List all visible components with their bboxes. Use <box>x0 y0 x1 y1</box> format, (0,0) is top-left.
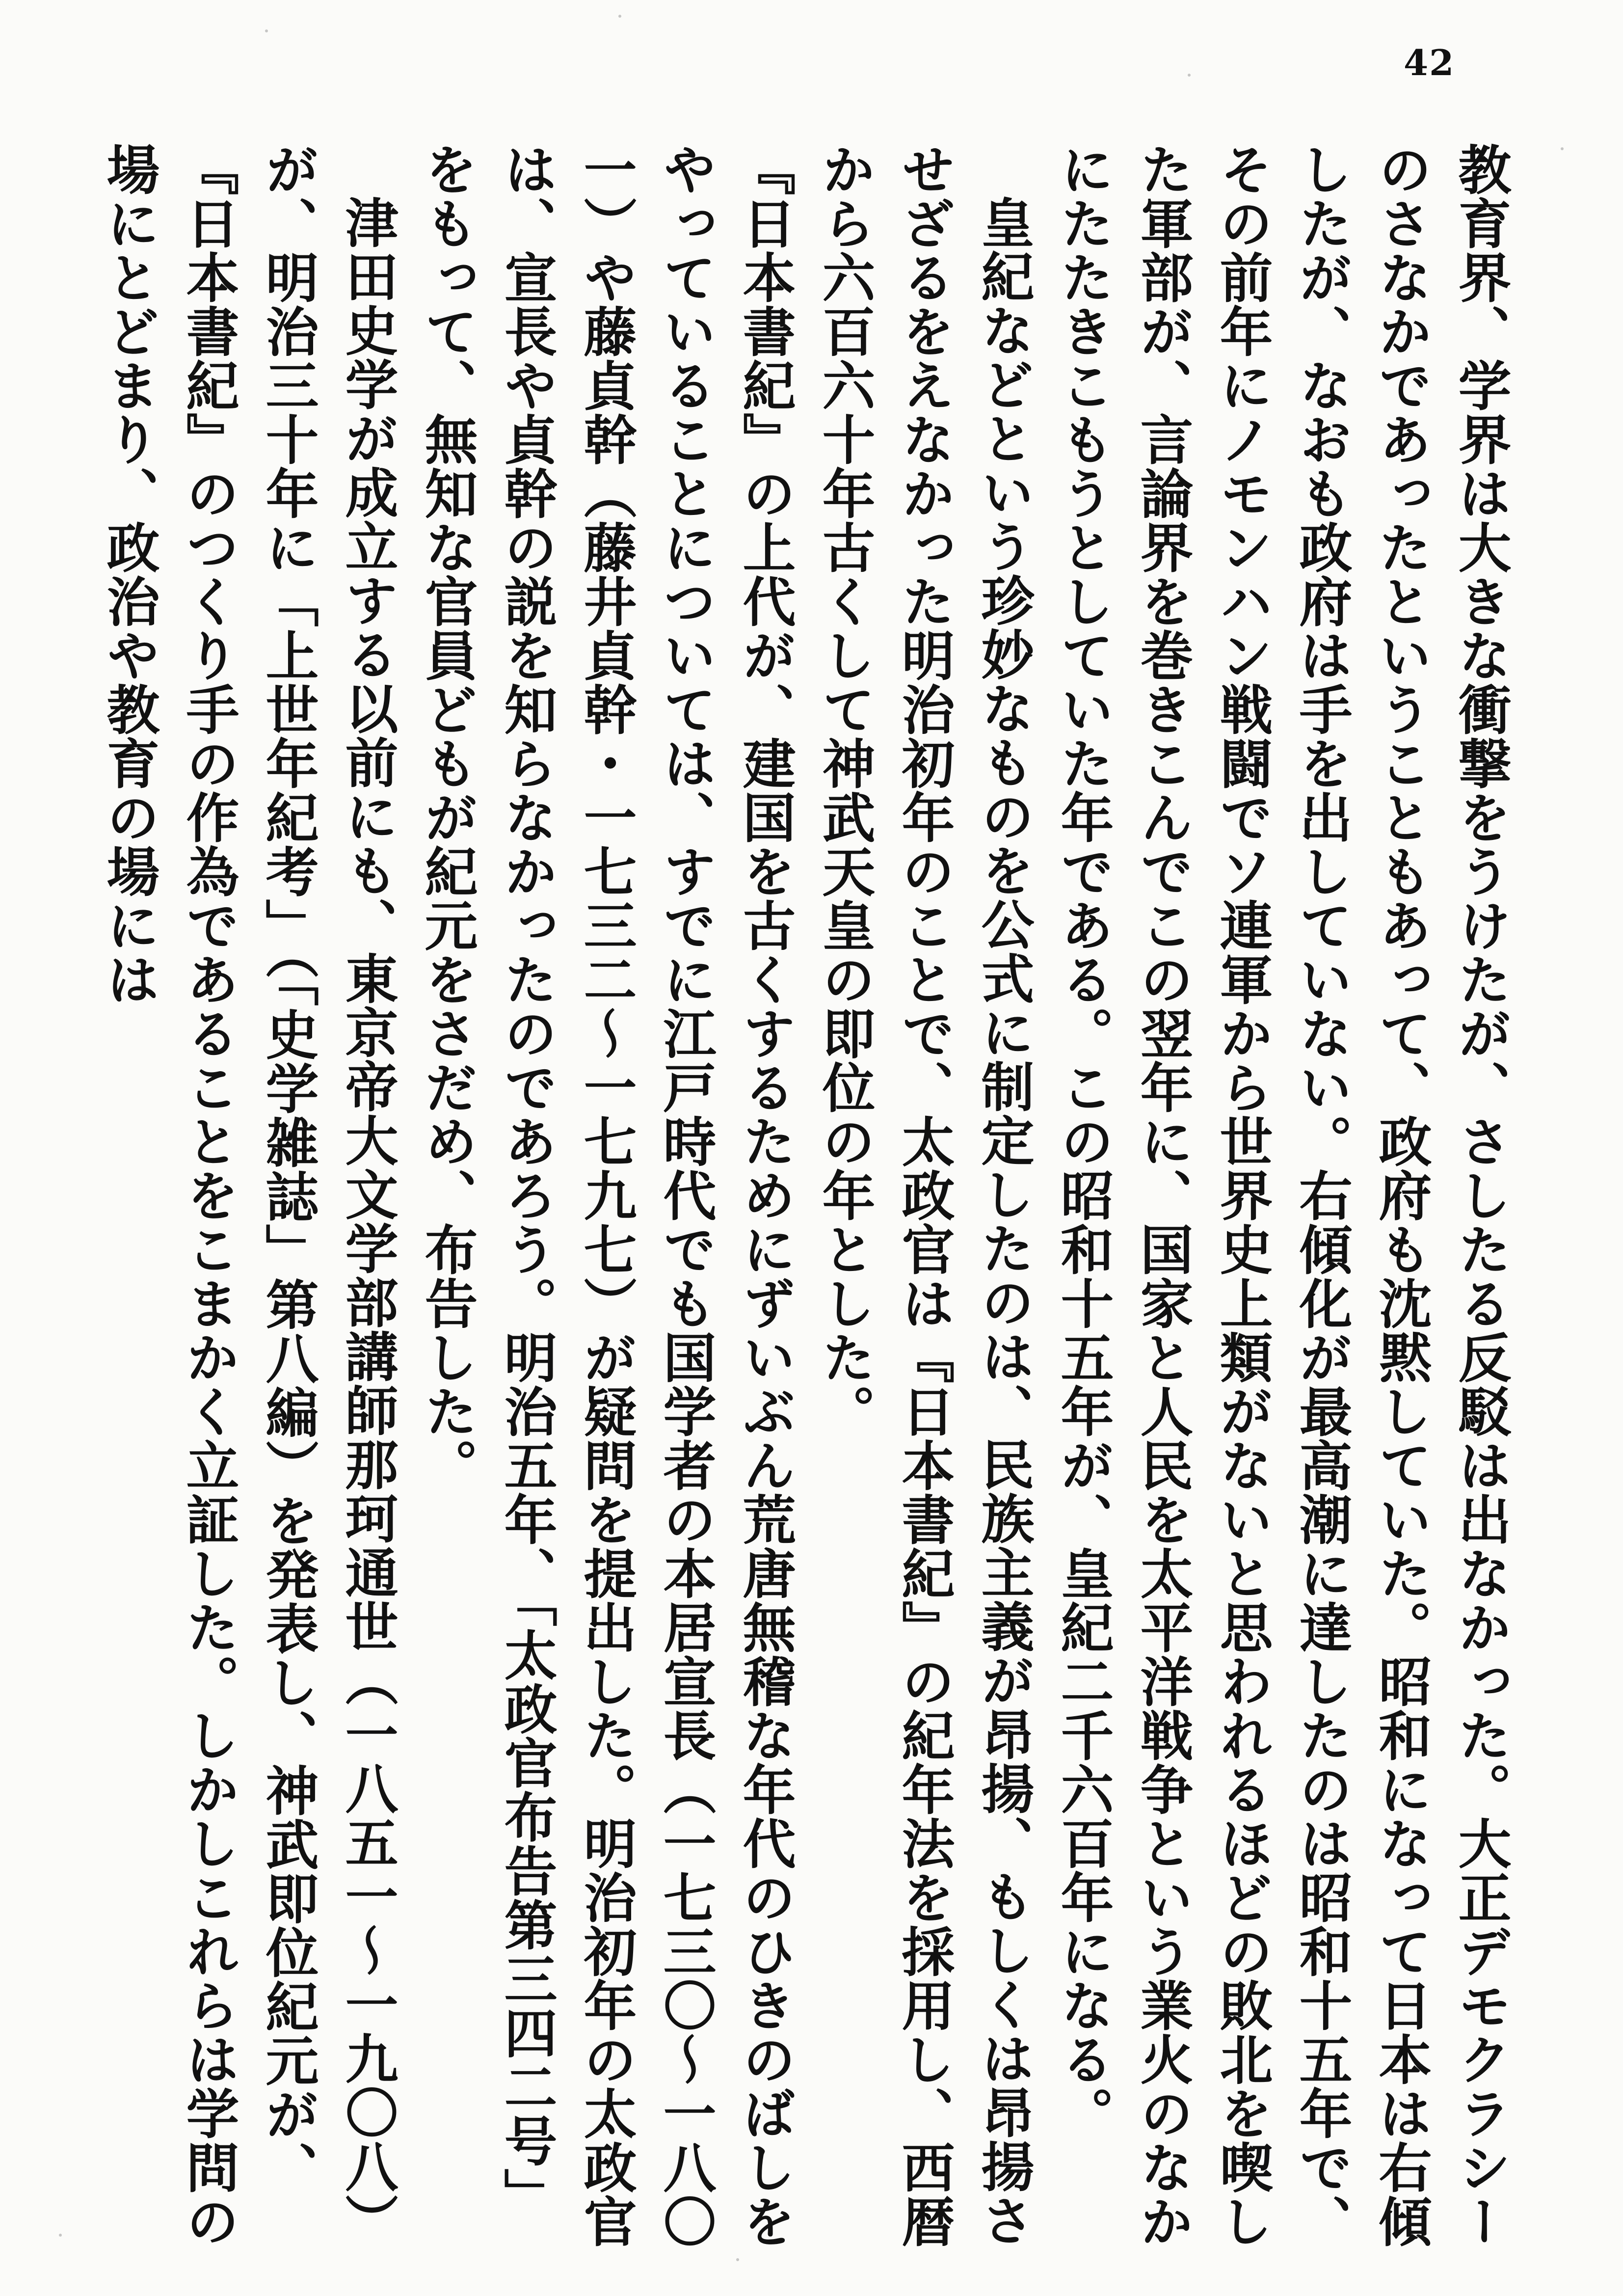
paragraph-2: 皇紀などという珍妙なものを公式に制定したのは、民族主義が昂揚、もしくは昂揚させざるをえなかった明治初年のことで、太政官は『日本書紀』の紀年法を採用し、西暦から六百六十年古くして神武天皇の即位の年とした。 <box>813 142 1034 2248</box>
paragraph-3: 『日本書紀』の上代が、建国を古くするためにずいぶん荒唐無稽な年代のひきのばしをやっていることについては、すでに江戸時代でも国学者の本居宣長（一七三〇〜一八〇一）や藤貞幹（藤井貞幹・一七三二〜一七九七）が疑問を提出した。明治初年の太政官は、宣長や貞幹の説を知らなかったのであろう。明治五年、「太政官布告第三四二号」をもって、無知な官員どもが紀元をさだめ、布告した。 <box>416 142 796 2248</box>
scan-speck <box>736 2258 739 2261</box>
scan-speck <box>618 15 621 18</box>
scan-speck <box>1561 147 1564 150</box>
paragraph-4: 津田史学が成立する以前にも、東京帝大文学部講師那珂通世（一八五一〜一九〇八）が、明治三十年に「上世年紀考」（「史学雑誌」第八編）を発表し、神武即位紀元が、『日本書紀』のつくり手の作為であることをこまかく立証した。しかしこれらは学問の場にとどまり、政治や教育の場には <box>98 142 398 2248</box>
scan-speck <box>59 2234 62 2237</box>
scan-speck <box>1188 74 1191 77</box>
vertical-text-body <box>97 142 1520 2253</box>
page-number: 42 <box>1404 42 1455 83</box>
paragraph-1: 教育界、学界は大きな衝撃をうけたが、さしたる反駁は出なかった。大正デモクラシーのさなかであったということもあって、政府も沈黙していた。昭和になって日本は右傾したが、なおも政府は手を出していない。右傾化が最高潮に達したのは昭和十五年で、その前年にノモンハン戦闘でソ連軍から世界史上類がないと思われるほどの敗北を喫した軍部が、言論界を巻きこんでこの翌年に、国家と人民を太平洋戦争という業火のなかにたたきこもうとしていた年である。この昭和十五年が、皇紀二千六百年になる。 <box>1052 142 1511 2248</box>
scan-speck <box>265 29 268 32</box>
